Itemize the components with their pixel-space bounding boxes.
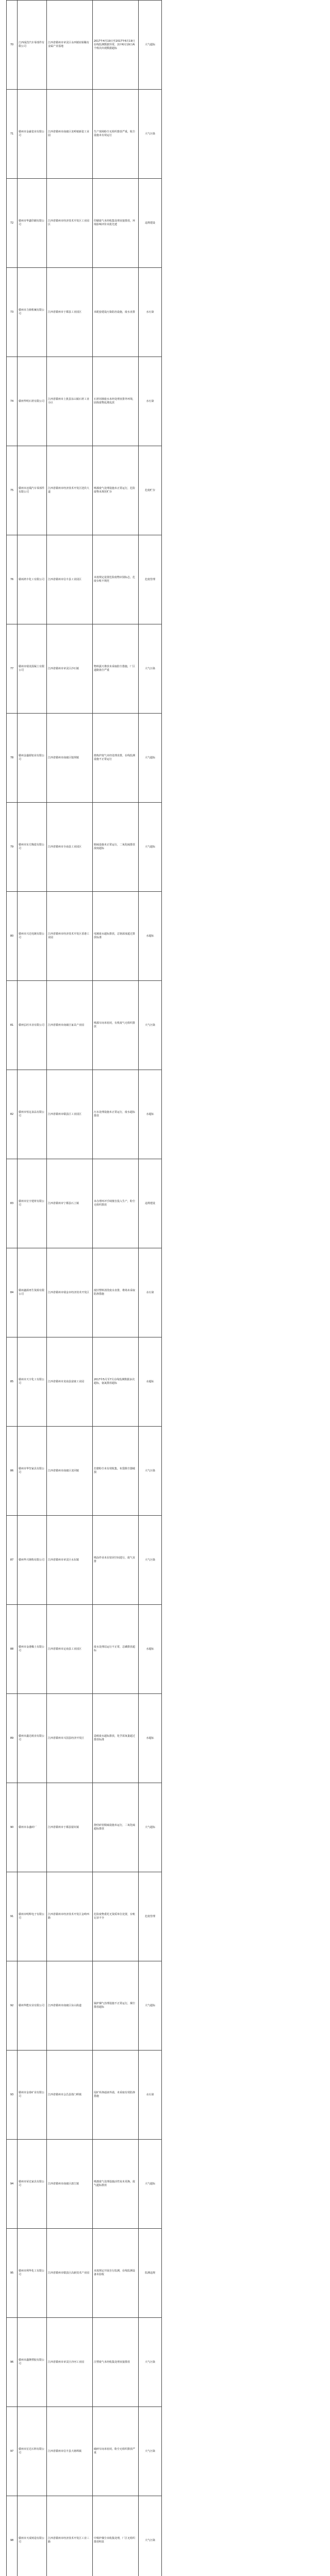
problem-type: 水污染	[139, 2050, 162, 2140]
problem-description: 废旧塑料清洗废水直排，堆场未采取防渗措施	[93, 1248, 139, 1337]
problem-description: 喷涂作业未在密闭空间进行，废气直排	[93, 1516, 139, 1605]
problem-type: 大气污染	[139, 1516, 162, 1605]
problem-type: 水污染	[139, 268, 162, 357]
company-name: 赣州市鑫达纸业有限公司	[18, 1694, 47, 1783]
problem-type: 水超标	[139, 1337, 162, 1427]
problem-type: 大气污染	[139, 981, 162, 1070]
row-number: 86	[7, 1427, 18, 1516]
problem-type: 水污染	[139, 357, 162, 446]
row-number: 95	[7, 2229, 18, 2318]
table-row	[7, 2050, 162, 2140]
company-name: 赣州市利华化工有限公司	[18, 2229, 47, 2318]
problem-description: 石材切割废水未经处理直排外环境，固体废物乱堆乱放	[93, 357, 139, 446]
problem-description: 废水处理站运行不正常，总磷排放超标	[93, 1605, 139, 1694]
table-row	[7, 357, 162, 446]
company-address: 江西省赣州市上犹县东山镇石材工业小区	[47, 357, 93, 446]
company-address: 江西省赣州市南康区家具产业园	[47, 981, 93, 1070]
table-row	[7, 179, 162, 268]
problem-description: 喷漆废气处理设施未正常运行，危险废物未规范贮存	[93, 446, 139, 535]
row-number: 79	[7, 803, 18, 892]
table-row	[7, 2318, 162, 2407]
problem-description: 脱硫设施未正常运行，二氧化硫排放浓度超标	[93, 803, 139, 892]
row-number: 90	[7, 1783, 18, 1872]
company-address: 江西省赣州市经济技术开发区工业三路	[47, 2496, 93, 2576]
data-table	[6, 0, 162, 2576]
problem-description: 未办理环评手续擅自投入生产，粉尘无组织排放	[93, 1159, 139, 1248]
company-address: 江西省赣州市章贡区水东镇	[47, 1516, 93, 1605]
company-address: 江西省赣州市于都县银坑镇	[47, 1783, 93, 1872]
company-name: 赣州市宏宇建材有限公司	[18, 1159, 47, 1248]
row-number: 73	[7, 268, 18, 357]
company-name: 赣州市东方陶瓷有限公司	[18, 803, 47, 892]
company-name: 赣州市兴达电镀有限公司	[18, 892, 47, 981]
company-name: 赣州市金豪瓷业有限公司	[18, 90, 47, 179]
problem-type: 大气超标	[139, 1, 162, 90]
row-number: 75	[7, 446, 18, 535]
company-name: 赣州市瑞龙混凝土有限公司	[18, 624, 47, 714]
company-name: 赣州弘旺木业有限公司	[18, 981, 47, 1070]
company-address: 江西省赣州市赣县区工业园区	[47, 1070, 93, 1159]
problem-type: 大气污染	[139, 1427, 162, 1516]
table-row	[7, 1, 162, 90]
table-body	[7, 1, 162, 2576]
problem-type: 违规建设	[139, 1159, 162, 1248]
company-name: 江西成浩汽车零部件有限公司	[18, 1, 47, 90]
problem-type: 大气污染	[139, 2407, 162, 2496]
table-row	[7, 624, 162, 714]
company-name: 赣州市明辉电子有限公司	[18, 1872, 47, 1961]
problem-description: 2017年5月至7月在线监测数据多次超标，氨氮排放超标	[93, 1337, 139, 1427]
problem-type: 大气污染	[139, 624, 162, 714]
row-number: 85	[7, 1337, 18, 1427]
problem-description: 电镀废水超标排放，总铬浓度超过排放标准	[93, 892, 139, 981]
company-address: 江西省赣州市于都县工业园区	[47, 268, 93, 357]
company-address: 江西省赣州市会昌县筠门岭镇	[47, 2050, 93, 2140]
problem-description: 打磨粉尘未有效收集，布袋除尘器破损	[93, 1427, 139, 1516]
table-row	[7, 803, 162, 892]
table-row	[7, 1961, 162, 2050]
table-row	[7, 1516, 162, 1605]
company-name: 赣州市迈瑞汽车零部件有限公司	[18, 446, 47, 535]
company-name: 赣州华兴钢构有限公司	[18, 1516, 47, 1605]
row-number: 91	[7, 1872, 18, 1961]
table-row	[7, 1159, 162, 1248]
company-name: 赣州市华坚家具有限公司	[18, 1427, 47, 1516]
problem-description: 喷漆车间未密闭，有机废气无组织排放	[93, 981, 139, 1070]
company-address: 江西省赣州市宁都县石上镇	[47, 1159, 93, 1248]
company-address: 江西省赣州市兴国县经济开发区	[47, 1694, 93, 1783]
company-address: 江西省赣州市全南县工业园区	[47, 803, 93, 892]
company-address: 江西省赣州市信丰县大塘埠镇	[47, 2407, 93, 2496]
row-number: 97	[7, 2407, 18, 2496]
row-number: 98	[7, 2496, 18, 2576]
problem-type: 违规建设	[139, 179, 162, 268]
problem-description: 印刷废气未经收集处理直接排放，环境影响评价未批先建	[93, 179, 139, 268]
problem-description: 未按规定设置危险废物识别标志，危废台账不规范	[93, 535, 139, 624]
row-number: 96	[7, 2318, 18, 2407]
table-row	[7, 1872, 162, 1961]
row-number: 74	[7, 357, 18, 446]
problem-type: 监测违规	[139, 2229, 162, 2318]
table-row	[7, 446, 162, 535]
problem-type: 水超标	[139, 1694, 162, 1783]
row-number: 71	[7, 90, 18, 179]
problem-type: 危废管理	[139, 1872, 162, 1961]
problem-description: 造纸废水超标排放，化学需氧量超过排放标准	[93, 1694, 139, 1783]
row-number: 92	[7, 1961, 18, 2050]
company-address: 江西省赣州市瑞金市经济技术开发区	[47, 1248, 93, 1337]
company-address: 江西省赣州市南康区唐江镇	[47, 2140, 93, 2229]
problem-description: 喷漆废气处理设施活性炭未更换，废气超标排放	[93, 2140, 139, 2229]
problem-type: 大气超标	[139, 803, 162, 892]
company-address: 江西省赣州市南康区镜坝镇	[47, 714, 93, 803]
table-row	[7, 1070, 162, 1159]
row-number: 89	[7, 1694, 18, 1783]
company-address: 江西省赣州市赣县区高新技术产业园	[47, 2229, 93, 2318]
company-name: 赣州市永盛砖厂	[18, 1783, 47, 1872]
company-address: 江西省赣州市南康区龙岭镇新瓷工业园	[47, 90, 93, 179]
problem-type: 大气超标	[139, 714, 162, 803]
row-number: 83	[7, 1159, 18, 1248]
company-name: 赣州华能实业有限公司	[18, 1961, 47, 2050]
company-address: 江西省赣州市经济技术开发区香港工业园	[47, 892, 93, 981]
problem-type: 水超标	[139, 1070, 162, 1159]
row-number: 82	[7, 1070, 18, 1159]
company-name: 赣州市金泰矿业有限公司	[18, 2050, 47, 2140]
problem-description: 中频炉烟尘未收集处理，厂区无组织排放明显	[93, 2496, 139, 2576]
company-name: 赣州市金港稀土有限公司	[18, 1605, 47, 1694]
problem-description: 锅炉烟气治理设施不正常运行，烟尘排放超标	[93, 1961, 139, 2050]
company-address: 江西省赣州市经济技术开发区迎宾大道	[47, 446, 93, 535]
problem-description: 危险废物委托无资质单位处置，台账记录不全	[93, 1872, 139, 1961]
problem-type: 大气污染	[139, 2318, 162, 2407]
company-name: 赣州市力鼎机械有限公司	[18, 268, 47, 357]
company-name: 赣州市鑫隆塑胶有限公司	[18, 2318, 47, 2407]
problem-description: 污水处理设施未正常运行，废水超标排放	[93, 1070, 139, 1159]
row-number: 87	[7, 1516, 18, 1605]
problem-type: 大气污染	[139, 2496, 162, 2576]
table-row	[7, 268, 162, 357]
table-row	[7, 1427, 162, 1516]
company-name: 赣州市恒远食品有限公司	[18, 1070, 47, 1159]
company-address: 江西省赣州市龙南县富康工业园	[47, 1337, 93, 1427]
company-name: 赣州金盛源铝业有限公司	[18, 714, 47, 803]
company-name: 赣州市荣达家具有限公司	[18, 2140, 47, 2229]
company-name: 赣州鸿丰化工有限公司	[18, 535, 47, 624]
company-address: 江西省赣州市信丰县工业园区	[47, 535, 93, 624]
row-number: 94	[7, 2140, 18, 2229]
company-name: 赣州华明石材有限公司	[18, 357, 47, 446]
problem-type: 大气超标	[139, 1783, 162, 1872]
problem-description: 注塑废气未经收集处理直接排放	[93, 2318, 139, 2407]
table-row	[7, 981, 162, 1070]
problem-description: 未按规定开展自行监测，在线监测设备未验收	[93, 2229, 139, 2318]
table-row	[7, 1337, 162, 1427]
company-address: 江西省赣州市定南县工业园区	[47, 1605, 93, 1694]
company-name: 赣州市华鑫印刷有限公司	[18, 179, 47, 268]
problem-description: 生产现场粉尘无组织排放严重，收尘设施未有效运行	[93, 90, 139, 179]
company-address: 江西省赣州市经济技术开发区金岭西路	[47, 1872, 93, 1961]
problem-description: 熔炼炉废气未经处理直排，在线监测设施不正常运行	[93, 714, 139, 803]
company-address: 江西省赣州市南康区龙回镇	[47, 1427, 93, 1516]
problem-type: 大气污染	[139, 90, 162, 179]
table-row	[7, 1605, 162, 1694]
row-number: 76	[7, 535, 18, 624]
row-number: 72	[7, 179, 18, 268]
row-number: 81	[7, 981, 18, 1070]
table-row	[7, 2407, 162, 2496]
row-number: 78	[7, 714, 18, 803]
company-name: 赣州市天成铸造有限公司	[18, 2496, 47, 2576]
company-address: 江西省赣州市章贡区水西镇钴钼稀有金属产业基地	[47, 1, 93, 90]
row-number: 88	[7, 1605, 18, 1694]
row-number: 80	[7, 892, 18, 981]
table-row	[7, 2229, 162, 2318]
table-row	[7, 1248, 162, 1337]
table-row	[7, 90, 162, 179]
problem-description: 2017年4月19日至2017年6月19日在线监测数据异常，其中6月19日两个班次出现数据超标	[93, 1, 139, 90]
problem-type: 大气超标	[139, 1961, 162, 2050]
table-row	[7, 1783, 162, 1872]
problem-description: 未配套建设污染防治设施，废水直排	[93, 268, 139, 357]
table-row	[7, 892, 162, 981]
problem-type: 大气超标	[139, 2140, 162, 2229]
company-name: 赣州市宏达石料有限公司	[18, 2407, 47, 2496]
problem-type: 水超标	[139, 1605, 162, 1694]
table-row	[7, 535, 162, 624]
problem-description: 物料露天堆放未采取防尘措施，厂区道路扬尘严重	[93, 624, 139, 714]
table-row	[7, 1694, 162, 1783]
row-number: 84	[7, 1248, 18, 1337]
company-name: 赣州鑫源再生资源有限公司	[18, 1248, 47, 1337]
table-row	[7, 2140, 162, 2229]
company-address: 江西省赣州市章贡区沙河工业园	[47, 2318, 93, 2407]
problem-type: 水污染	[139, 1248, 162, 1337]
problem-type: 危废管理	[139, 535, 162, 624]
problem-type: 水超标	[139, 892, 162, 981]
problem-description: 尾矿库渗滤液外溢，未采取有效防渗措施	[93, 2050, 139, 2140]
company-address: 江西省赣州市章贡区沙石镇	[47, 624, 93, 714]
company-name: 赣州市天宇化工有限公司	[18, 1337, 47, 1427]
row-number: 70	[7, 1, 18, 90]
row-number: 93	[7, 2050, 18, 2140]
problem-description: 烧结砖窑脱硫设施未运行，二氧化硫超标排放	[93, 1783, 139, 1872]
table-row	[7, 714, 162, 803]
table-row	[7, 2496, 162, 2576]
company-address: 江西省赣州市南康区东山街道	[47, 1961, 93, 2050]
problem-type: 危废贮存	[139, 446, 162, 535]
row-number: 77	[7, 624, 18, 714]
problem-description: 破碎车间未密闭，粉尘无组织排放严重	[93, 2407, 139, 2496]
company-address: 江西省赣州市经济技术开发区工业园区	[47, 179, 93, 268]
